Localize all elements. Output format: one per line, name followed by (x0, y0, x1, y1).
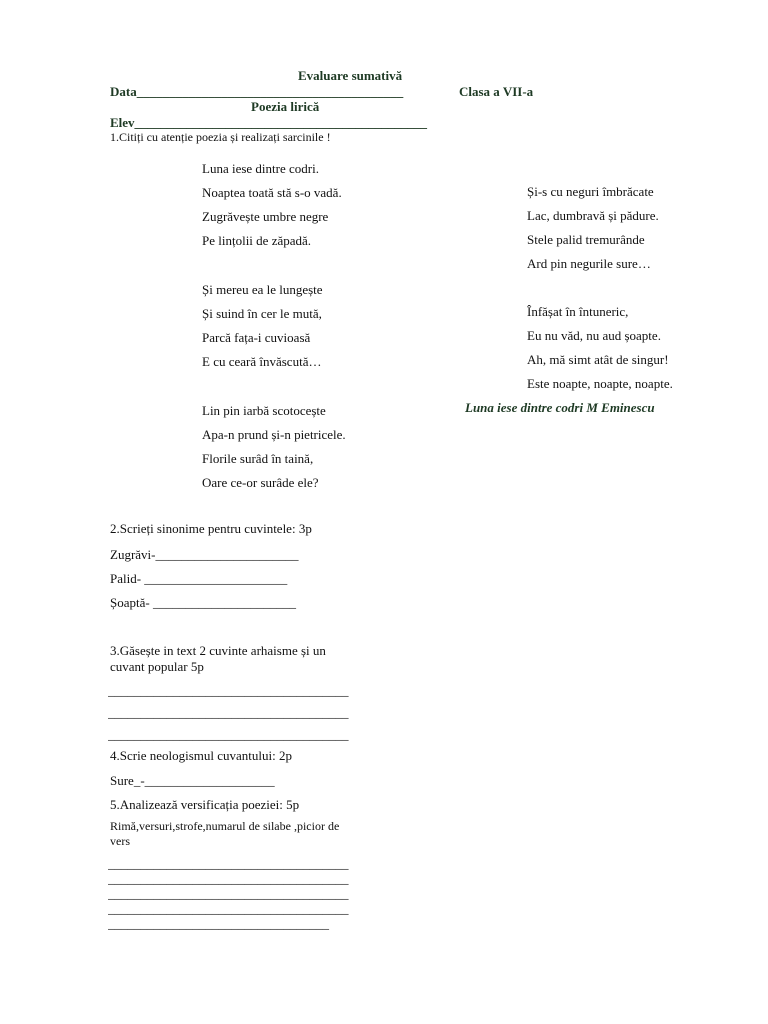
poem-verse: Pe lințolii de zăpadă. (202, 233, 312, 248)
answer-line[interactable]: _____________________________________ (108, 902, 349, 916)
poem-verse: Ard pin negurile sure… (527, 256, 651, 271)
poem-verse: Parcă fața-i cuvioasă (202, 330, 311, 345)
poem-stanza-3 (202, 399, 346, 495)
answer-line[interactable]: _____________________________________ (108, 684, 349, 698)
question-2-item[interactable]: Zugrăvi-______________________ (110, 547, 299, 562)
poem-verse: Apa-n prund și-n pietricele. (202, 427, 346, 442)
poem-verse: Lin pin iarbă scotocește (202, 403, 326, 418)
page-title: Evaluare sumativă (298, 68, 403, 83)
student-field-label: Elev_____________________________________________ (110, 115, 428, 130)
question-2-prompt: 2.Scrieți sinonime pentru cuvintele: 3p (110, 521, 312, 536)
date-field-label: Data_________________________________________ (110, 84, 404, 99)
poem-verse: Ah, mă simt atât de singur! (527, 352, 669, 367)
answer-line[interactable]: _____________________________________ (108, 857, 349, 871)
poem-verse: E cu ceară învăscută… (202, 354, 322, 369)
poem-stanza-4 (527, 180, 659, 276)
question-3-prompt-line2: cuvant popular 5p (110, 659, 204, 674)
poem-verse: Și mereu ea le lungește (202, 282, 323, 297)
page-subtitle: Poezia lirică (251, 99, 320, 114)
question-3-prompt-line1: 3.Găsește in text 2 cuvinte arhaisme și un (110, 643, 326, 658)
answer-line[interactable]: _____________________________________ (108, 706, 349, 720)
question-3-answer-lines[interactable] (108, 684, 349, 742)
poem-verse: Zugrăvește umbre negre (202, 209, 329, 224)
question-5-prompt: 5.Analizează versificația poeziei: 5p (110, 797, 300, 812)
poem-stanza-2 (202, 278, 323, 374)
poem-stanza-1 (202, 157, 342, 253)
poem-verse: Stele palid tremurânde (527, 232, 645, 247)
question-5-detail-line1: Rimă,versuri,strofe,numarul de silabe ,picior de (110, 819, 340, 833)
question-2-item[interactable]: Șoaptă- ______________________ (110, 595, 296, 610)
question-5-detail-line2: vers (110, 834, 130, 848)
answer-line[interactable]: _____________________________________ (108, 728, 349, 742)
poem-verse: Înfășat în întuneric, (527, 304, 629, 319)
poem-verse: Oare ce-or surâde ele? (202, 475, 319, 490)
poem-verse: Noaptea toată stă s-o vadă. (202, 185, 342, 200)
question-2-item[interactable]: Palid- ______________________ (110, 571, 288, 586)
poem-verse: Și suind în cer le mută, (202, 306, 322, 321)
question-5-answer-lines[interactable] (108, 857, 349, 931)
poem-verse: Și-s cu neguri îmbrăcate (527, 184, 654, 199)
poem-verse: Florile surâd în taină, (202, 451, 314, 466)
question-4-prompt: 4.Scrie neologismul cuvantului: 2p (110, 748, 292, 763)
poem-stanza-5 (527, 300, 673, 396)
poem-credit: Luna iese dintre codri M Eminescu (465, 400, 655, 415)
poem-verse: Lac, dumbravă și pădure. (527, 208, 659, 223)
poem-verse: Luna iese dintre codri. (202, 161, 319, 176)
class-label: Clasa a VII-a (459, 84, 534, 99)
poem-verse: Este noapte, noapte, noapte. (527, 376, 673, 391)
question-4-item[interactable]: Sure_-____________________ (110, 773, 275, 788)
answer-line[interactable]: _____________________________________ (108, 887, 349, 901)
answer-line[interactable]: _____________________________________ (108, 872, 349, 886)
answer-line[interactable]: __________________________________ (108, 917, 329, 931)
poem-verse: Eu nu văd, nu aud șoapte. (527, 328, 661, 343)
instruction-text: 1.Citiți cu atenție poezia și realizați sarcinile ! (110, 130, 331, 144)
